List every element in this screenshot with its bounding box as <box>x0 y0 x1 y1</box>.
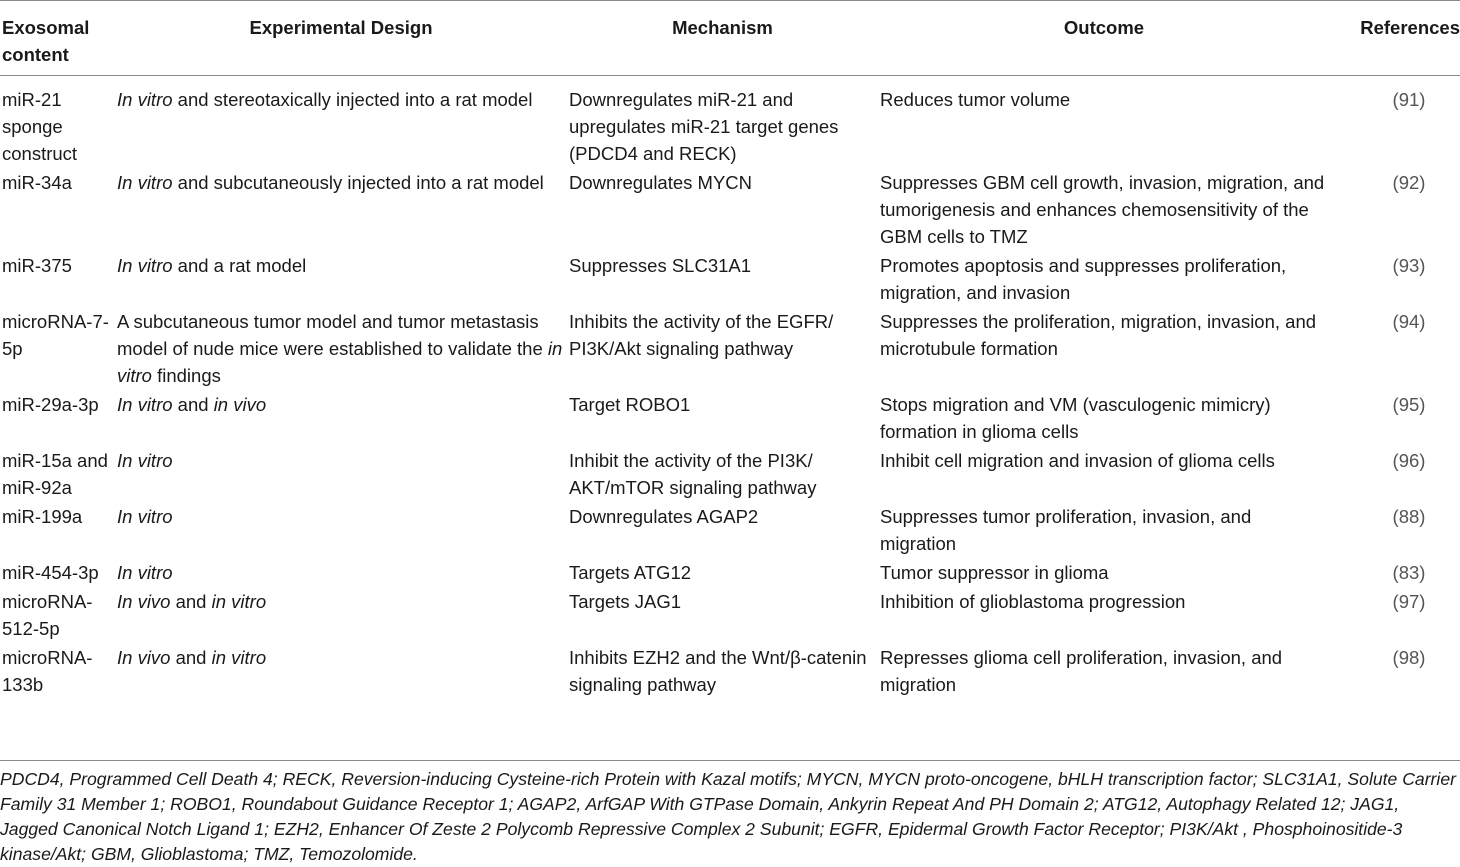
outcome-cell: Suppresses GBM cell growth, invasion, migration, and tumorigenesis and enhances chemosensitivity of the GBM cells to TMZ <box>880 172 1325 247</box>
reference-cell: (88) <box>1392 506 1426 527</box>
table-row <box>0 76 1460 168</box>
experimental-design-cell <box>115 642 567 698</box>
header-experimental-design: Experimental Design <box>249 17 433 38</box>
experimental-design-cell <box>115 586 567 642</box>
design-text: and a rat model <box>172 255 307 276</box>
exosomal-content-cell: miR-34a <box>2 172 72 193</box>
design-italic-text: in vivo <box>213 394 267 415</box>
table-row <box>0 557 1460 586</box>
design-italic-text: in vitro <box>117 338 563 386</box>
mechanism-cell: Target ROBO1 <box>569 394 691 415</box>
experimental-design-cell <box>115 445 567 501</box>
header-row <box>0 1 1460 76</box>
design-text: A subcutaneous tumor model and tumor metastasis model of nude mice were established to validate the <box>117 311 548 359</box>
design-text: and <box>170 591 212 612</box>
design-italic-text: In vitro <box>117 255 173 276</box>
outcome-cell: Promotes apoptosis and suppresses proliferation, migration, and invasion <box>880 255 1287 303</box>
design-text: and <box>170 647 212 668</box>
exosomal-content-cell: microRNA-7-5p <box>2 311 109 359</box>
design-italic-text: In vivo <box>117 647 171 668</box>
table-footnote: PDCD4, Programmed Cell Death 4; RECK, Reversion-inducing Cysteine-rich Protein with Kazal motifs; MYCN, MYCN proto-oncogene, bHLH transcription factor; SLC31A1, Solute Carrier Family 31 Member 1; ROBO1, Roundabout Guidance Receptor 1; AGAP2, ArfGAP With GTPase Domain, Ankyrin Repeat And PH Domain 2; ATG12, Autophagy Related 12; JAG1, Jagged Canonical Notch Ligand 1; EZH2, Enhancer Of Zeste 2 Polycomb Repressive Complex 2 Subunit; EGFR, Epidermal Growth Factor Receptor; PI3K/Akt , Phosphoinositide-3 kinase/Akt; GBM, Glioblastoma; TMZ, Temozolomide. <box>0 769 1456 864</box>
table-row <box>0 586 1460 642</box>
outcome-cell: Represses glioma cell proliferation, invasion, and migration <box>880 647 1283 695</box>
design-italic-text: In vitro <box>117 450 173 471</box>
table-row <box>0 389 1460 445</box>
table-row <box>0 250 1460 306</box>
design-italic-text: In vitro <box>117 394 173 415</box>
mechanism-cell: Suppresses SLC31A1 <box>569 255 752 276</box>
exosomal-content-cell: miR-15a and miR-92a <box>2 450 108 498</box>
exosomal-content-cell: miR-375 <box>2 255 72 276</box>
outcome-cell: Inhibition of glioblastoma progression <box>880 591 1186 612</box>
mechanism-cell: Downregulates miR-21 and upregulates miR-21 target genes (PDCD4 and RECK) <box>569 89 839 164</box>
header-outcome: Outcome <box>1063 17 1145 38</box>
table-row <box>0 306 1460 389</box>
design-italic-text: in vitro <box>211 591 267 612</box>
design-text: findings <box>151 365 221 386</box>
mechanism-cell: Inhibits the activity of the EGFR/ PI3K/Akt signaling pathway <box>569 311 834 359</box>
footnote-divider <box>0 760 1460 761</box>
reference-cell: (92) <box>1392 172 1426 193</box>
mechanism-cell: Downregulates AGAP2 <box>569 506 759 527</box>
experimental-design-cell <box>115 389 567 445</box>
reference-cell: (97) <box>1392 591 1426 612</box>
exosomal-content-cell: miR-454-3p <box>2 562 99 583</box>
outcome-cell: Inhibit cell migration and invasion of glioma cells <box>880 450 1275 471</box>
design-italic-text: In vivo <box>117 591 171 612</box>
experimental-design-cell <box>115 167 567 250</box>
table-body <box>0 76 1460 699</box>
mechanism-cell: Downregulates MYCN <box>569 172 753 193</box>
design-text: and subcutaneously injected into a rat model <box>172 172 544 193</box>
reference-cell: (98) <box>1392 647 1426 668</box>
table-row <box>0 642 1460 698</box>
reference-cell: (94) <box>1392 311 1426 332</box>
mechanism-cell: Inhibit the activity of the PI3K/ AKT/mTOR signaling pathway <box>569 450 817 498</box>
reference-cell: (95) <box>1392 394 1426 415</box>
table-row <box>0 445 1460 501</box>
experimental-design-cell <box>115 250 567 306</box>
outcome-cell: Tumor suppressor in glioma <box>880 562 1109 583</box>
experimental-design-cell <box>115 501 567 557</box>
reference-cell: (93) <box>1392 255 1426 276</box>
mechanism-cell: Targets JAG1 <box>569 591 682 612</box>
experimental-design-cell <box>115 76 567 168</box>
mechanism-cell: Inhibits EZH2 and the Wnt/β-catenin signaling pathway <box>569 647 867 695</box>
experimental-design-cell <box>115 306 567 389</box>
exosomal-content-cell: microRNA-512-5p <box>2 591 93 639</box>
experimental-design-cell <box>115 557 567 586</box>
design-text: and <box>172 394 214 415</box>
exosomal-content-cell: miR-21 sponge construct <box>2 89 78 164</box>
outcome-cell: Stops migration and VM (vasculogenic mimicry) formation in glioma cells <box>880 394 1271 442</box>
design-italic-text: In vitro <box>117 172 173 193</box>
design-italic-text: in vitro <box>211 647 267 668</box>
header-mechanism: Mechanism <box>672 17 773 38</box>
design-text: and stereotaxically injected into a rat model <box>172 89 533 110</box>
mechanism-cell: Targets ATG12 <box>569 562 692 583</box>
reference-cell: (91) <box>1392 89 1426 110</box>
exosomal-content-cell: miR-199a <box>2 506 83 527</box>
reference-cell: (96) <box>1392 450 1426 471</box>
table-row <box>0 501 1460 557</box>
exosomal-content-cell: miR-29a-3p <box>2 394 99 415</box>
table-header <box>0 1 1460 76</box>
header-exosomal-content: Exosomal content <box>2 17 90 65</box>
header-references: References <box>1360 17 1460 38</box>
outcome-cell: Suppresses the proliferation, migration, invasion, and microtubule formation <box>880 311 1317 359</box>
exosomal-content-cell: microRNA-133b <box>2 647 93 695</box>
reference-cell: (83) <box>1392 562 1426 583</box>
design-italic-text: In vitro <box>117 562 173 583</box>
design-italic-text: In vitro <box>117 89 173 110</box>
table-row <box>0 167 1460 250</box>
outcome-cell: Reduces tumor volume <box>880 89 1071 110</box>
outcome-cell: Suppresses tumor proliferation, invasion, and migration <box>880 506 1252 554</box>
design-italic-text: In vitro <box>117 506 173 527</box>
